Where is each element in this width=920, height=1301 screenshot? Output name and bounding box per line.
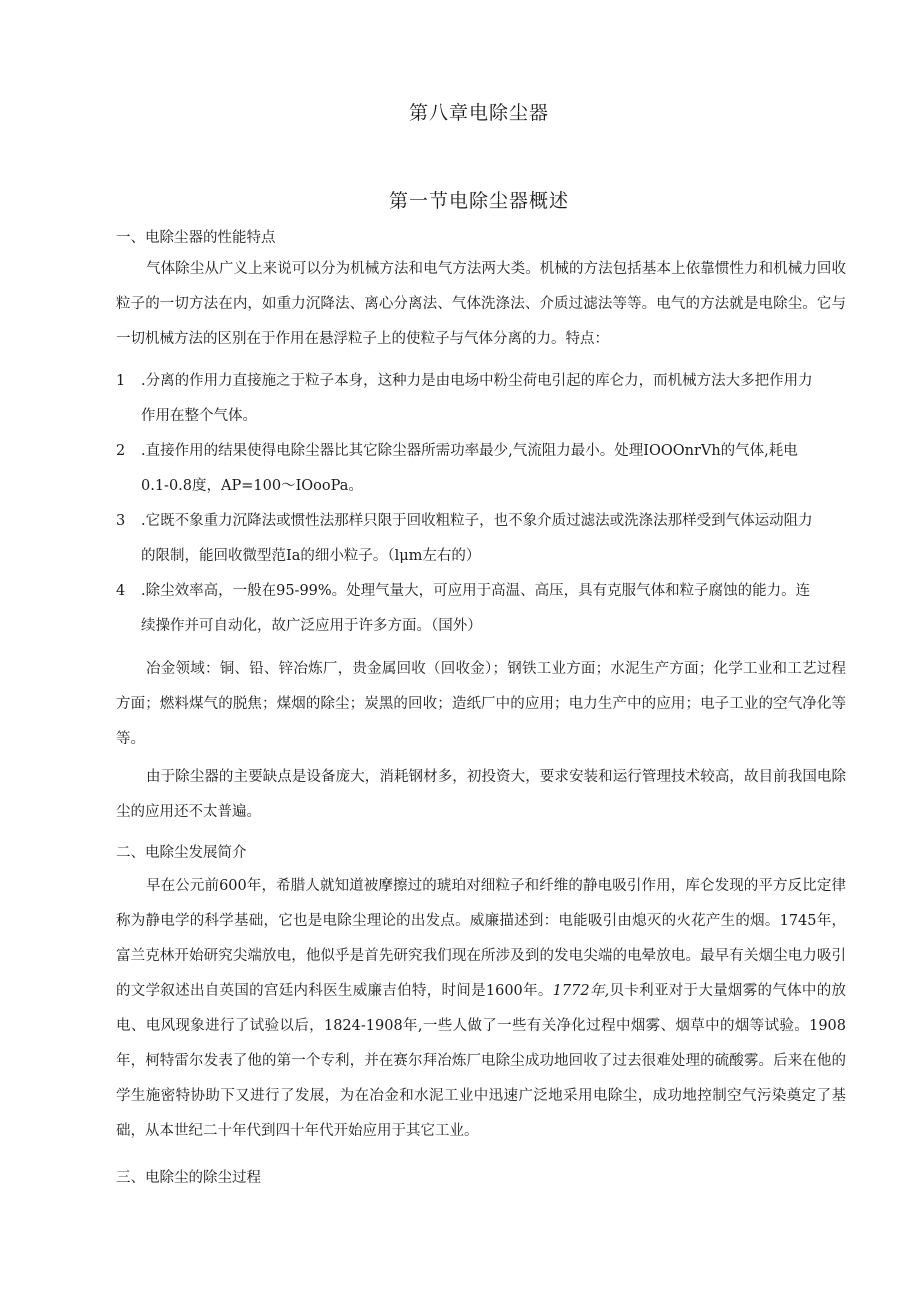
history-italic-year: 1772年, — [552, 983, 610, 999]
item-line: 作用在整个气体。 — [141, 408, 257, 424]
chapter-title: 第八章电除尘器 — [408, 102, 549, 124]
item-line: .直接作用的结果使得电除尘器比其它除尘器所需功率最少,气流阻力最小。处理IOOOnrVh的气体,耗电 — [141, 443, 798, 459]
heading-process: 三、电除尘的除尘过程 — [116, 1170, 261, 1186]
applications-paragraph: 冶金领域：铜、铅、锌冶炼厂，贵金属回收（回收金）；钢铁工业方面；水泥生产方面；化学工业和工艺过程方面；燃料煤气的脱焦；煤烟的除尘；炭黑的回收；造纸厂中的应用；电力生产中的应用；电子工业的空气净化等等。 — [116, 661, 846, 747]
history-text-a: 早在公元前600年，希腊人就知道被摩擦过的琥珀对细粒子和纤维的静电吸引作用，库仑发现的平方反比定律称为静电学的科学基础，它也是电除尘理论的出发点。威廉描述到：电能吸引由熄灭的火花产生的烟。1745年，富兰克林开始研究尖端放电，他似乎是首先研究我们现在所涉及到的发电尖端的电晕放电。最早有关烟尘电力吸引的文学叙述出自英国的宫廷内科医生威廉吉伯特，时间是1600年。 — [116, 878, 846, 999]
history-text-b: 贝卡利亚对于大量烟雾的气体中的放电、电风现象进行了试验以后，1824-1908年,一些人做了一些有关净化过程中烟雾、烟草中的烟等试验。1908年，柯特雷尔发表了他的第一个专利，并在赛尔拜冶炼厂电除尘成功地回收了过去很难处理的硫酸雾。后来在他的学生施密特协助下又进行了发展，为在冶金和水泥工业中迅速广泛地采用电除尘，成功地控制空气污染奠定了基础，从本世纪二十年代到四十年代开始应用于其它工业。 — [116, 983, 847, 1139]
item-number: 3 — [116, 513, 126, 529]
item-number: 4 — [116, 583, 126, 599]
item-line: 的限制，能回收微型范Ia的细小粒子。（lμm左右的） — [141, 548, 481, 564]
item-line: 0.1-0.8度，AP=100～IOooPa。 — [141, 478, 363, 494]
item-line: .它既不象重力沉降法或惯性法那样只限于回收粗粒子，也不象介质过滤法或洗涤法那样受到气体运动阻力 — [141, 513, 813, 529]
heading-performance: 一、电除尘器的性能特点 — [116, 230, 276, 246]
item-number: 1 — [116, 373, 126, 389]
history-paragraph — [116, 869, 846, 1149]
item-number: 2 — [116, 443, 126, 459]
drawbacks-paragraph: 由于除尘器的主要缺点是设备庞大，消耗钢材多，初投资大，要求安装和运行管理技术较高，故目前我国电除尘的应用还不太普遍。 — [116, 769, 846, 820]
heading-history: 二、电除尘发展简介 — [116, 845, 247, 861]
item-line: 续操作并可自动化，故广泛应用于许多方面。（国外） — [141, 618, 482, 634]
list-item — [116, 364, 846, 434]
intro-paragraph: 气体除尘从广义上来说可以分为机械方法和电气方法两大类。机械的方法包括基本上依靠惯性力和机械力回收粒子的一切方法在内，如重力沉降法、离心分离法、气体洗涤法、介质过滤法等等。电气的方法就是电除尘。它与一切机械方法的区别在于作用在悬浮粒子上的使粒子与气体分离的力。特点： — [116, 261, 846, 347]
list-item — [116, 504, 846, 574]
item-line: .分离的作用力直接施之于粒子本身，这种力是由电场中粉尘荷电引起的库仑力，而机械方法大多把作用力 — [141, 373, 813, 389]
list-item — [116, 574, 846, 644]
list-item — [116, 434, 846, 504]
section-title: 第一节电除尘器概述 — [388, 190, 569, 212]
item-line: .除尘效率高，一般在95-99%。处理气量大，可应用于高温、高压，具有克服气体和粒子腐蚀的能力。连 — [141, 583, 811, 599]
